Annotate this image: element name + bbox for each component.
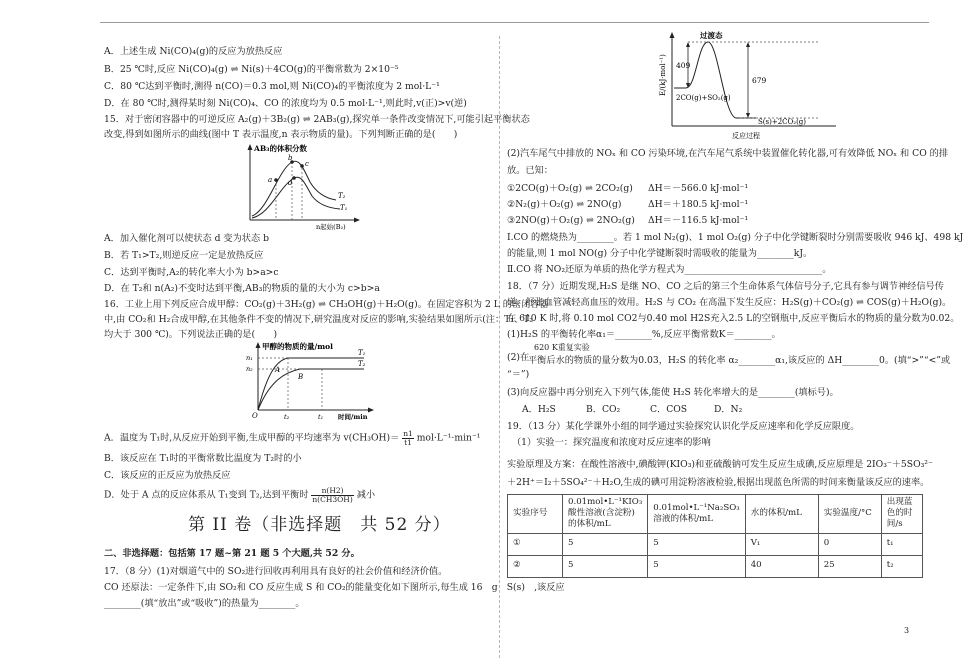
q16-option-b: B．该反应在 T₁时的平衡常数比温度为 T₂时的小 bbox=[104, 453, 302, 464]
q16-option-d-fraction bbox=[311, 487, 353, 503]
table-header: 水的体积/mL bbox=[745, 495, 818, 534]
q18-2-condition: 620 K重复实验 bbox=[534, 343, 590, 352]
energy-value-679: 679 bbox=[752, 76, 767, 85]
table-header: 0.01mol•L⁻¹Na₂SO₃溶液的体积/mL bbox=[648, 495, 745, 534]
table-header: 实验温度/°C bbox=[818, 495, 881, 534]
q15-chart-xlabel: n起始(B₂) bbox=[316, 223, 346, 231]
table-cell: 5 bbox=[648, 555, 745, 577]
table-cell: ② bbox=[508, 555, 563, 577]
q16-label-t2: T₂ bbox=[358, 360, 366, 368]
q16-ytick-n1: n₁ bbox=[246, 354, 253, 362]
q15-stem-2: 改变,得到如图所示的曲线(图中 T 表示温度,n 表示物质的量)。下列判断正确的是( ) bbox=[104, 129, 458, 140]
equation-3-dh: ΔH＝－116.5 kJ·mol⁻¹ bbox=[648, 215, 749, 226]
table-cell: 25 bbox=[818, 555, 881, 577]
q16-d-numerator: n(H2) bbox=[311, 487, 353, 496]
q17-line-2: CO 还原法：一定条件下,由 SO₂和 CO 反应生成 S 和 CO₂的能量变化如下图所示,每生成 16 g S(s) ,该反应 bbox=[104, 582, 565, 593]
q16-ytick-n2: n₂ bbox=[246, 365, 253, 373]
q15-label-c: c bbox=[305, 160, 309, 168]
equation-2: ②N₂(g)＋O₂(g) ⇌ 2NO(g) bbox=[507, 199, 622, 210]
energy-ylabel: E/(kJ·mol⁻¹) bbox=[659, 54, 667, 96]
q16-option-a bbox=[104, 430, 480, 446]
table-header: 0.01mol•L⁻¹KIO₃酸性溶液(含淀粉)的体积/mL bbox=[563, 495, 648, 534]
energy-value-409: 409 bbox=[676, 61, 691, 70]
q15-chart-title: AB₃的体积分数 bbox=[254, 144, 307, 153]
q14-option-c: C．80 ℃达到平衡时,测得 n(CO)＝0.3 mol,则 Ni(CO)₄的平衡浓度为 2 mol·L⁻¹ bbox=[104, 81, 440, 92]
section-note: 二、非选择题：包括第 17 题~第 21 题 5 个大题,共 52 分。 bbox=[104, 548, 360, 559]
q18-3-option-c: C．COS bbox=[650, 404, 688, 415]
energy-curve bbox=[674, 42, 756, 118]
energy-peak-label: 过渡态 bbox=[700, 31, 723, 40]
top-rule bbox=[100, 22, 929, 23]
q18-line-4: (1)H₂S 的平衡转化率α₁＝________%,反应平衡常数K＝________。 bbox=[507, 329, 781, 340]
q16-point-b: B bbox=[298, 373, 304, 381]
table-cell: 0 bbox=[818, 533, 881, 555]
q18-3-option-b: B．CO₂ bbox=[586, 404, 621, 415]
q18-2-line-2: 平衡后水的物质的量分数为0.03，H₂S 的转化率 α₂________α₁,该反应的 ΔH________0。(填“>”“<”或 bbox=[528, 355, 951, 366]
q18-2-line-3: “＝”) bbox=[507, 369, 530, 380]
table-header-row bbox=[508, 495, 923, 534]
q15-label-a: a bbox=[268, 176, 273, 184]
q14-option-a: A．上述生成 Ni(CO)₄(g)的反应为放热反应 bbox=[104, 46, 283, 57]
q15-label-t2: T₂ bbox=[338, 192, 346, 200]
q17-2-part1-line1: Ⅰ.CO 的燃烧热为________。若 1 mol N₂(g)、1 mol O₂(g) 分子中化学键断裂时分别需要吸收 946 kJ、498 kJ bbox=[507, 232, 963, 243]
q16-stem-2: 中,由 CO₂和 H₂合成甲醇,在其他条件不变的情况下,研究温度对反应的影响,实验结果如图所示(注：T₁、T₂ bbox=[104, 314, 533, 325]
q18-line-1: 18．（7 分）近期发现,H₂S 是继 NO、CO 之后的第三个生命体系气体信号分子,它具有参与调节神经信号传 bbox=[507, 281, 944, 292]
q16-point-a: A bbox=[275, 366, 281, 374]
q16-stem-1: 16．工业上用下列反应合成甲醇：CO₂(g)＋3H₂(g) ⇌ CH₃OH(g)＋H₂O(g)。在固定容积为 2 L 的密闭容器 bbox=[104, 299, 549, 310]
q16-d-denominator: n(CH3OH) bbox=[312, 494, 353, 504]
q18-line-2: 递、舒张血管减轻高血压的效用。H₂S 与 CO₂ 在高温下发生反应：H₂S(g)＋CO₂(g) ⇌ COS(g)＋H₂O(g)。 bbox=[507, 297, 952, 308]
equation-3: ③2NO(g)＋O₂(g) ⇌ 2NO₂(g) bbox=[507, 215, 635, 226]
section-title: 第 II 卷（非选择题 共 52 分） bbox=[188, 515, 451, 535]
q17-2-line-2: 放。已知： bbox=[507, 165, 553, 176]
q15-option-b: B．若 T₁>T₂,则逆反应一定是放热反应 bbox=[104, 250, 264, 261]
q17-line-1: 17．（8 分）(1)对烟道气中的 SO₂进行回收再利用具有良好的社会价值和经济价值。 bbox=[104, 566, 448, 577]
q15-label-b: b bbox=[288, 154, 293, 162]
table-cell: ① bbox=[508, 533, 563, 555]
q15-label-d: d bbox=[288, 179, 293, 187]
q15-point-d bbox=[292, 176, 296, 180]
q18-2-prefix: (2)在 bbox=[507, 352, 530, 363]
energy-xlabel: 反应过程 bbox=[732, 132, 760, 140]
q16-xtick-t1: t₁ bbox=[318, 413, 324, 421]
q18-3-option-a: A．H₂S bbox=[522, 404, 556, 415]
page-number: 3 bbox=[904, 626, 910, 635]
table-row bbox=[508, 533, 923, 555]
q15-point-a bbox=[274, 178, 278, 182]
energy-reactants: 2CO(g)+SO₂(g) bbox=[676, 94, 731, 102]
table-cell: 40 bbox=[745, 555, 818, 577]
q19-line-1: 19．（13 分）某化学课外小组的同学通过实验探究认识化学反应速率和化学反应限度。 bbox=[507, 421, 860, 432]
q16-curve-t1 bbox=[258, 369, 364, 410]
equation-1-dh: ΔH＝－566.0 kJ·mol⁻¹ bbox=[648, 183, 749, 194]
q19-line-3: 实验原理及方案：在酸性溶液中,碘酸钾(KIO₃)和亚硫酸钠可发生反应生成碘,反应原理是 2IO₃⁻＋5SO₃²⁻ bbox=[507, 459, 933, 470]
q16-chart-xlabel: 时间/min bbox=[338, 413, 368, 421]
q16-option-d-suffix: 减小 bbox=[356, 489, 376, 501]
table-cell: 5 bbox=[648, 533, 745, 555]
q15-chart bbox=[236, 140, 366, 232]
q16-chart-title: 甲醇的物质的量/mol bbox=[262, 342, 334, 351]
q16-stem-3: 均大于 300 ℃)。下列说法正确的是( ) bbox=[104, 329, 278, 340]
energy-diagram bbox=[660, 26, 840, 142]
q15-label-t1: T₁ bbox=[340, 204, 348, 212]
table-header: 出现蓝色的时间/s bbox=[881, 495, 922, 534]
q16-a-denominator: t1 bbox=[404, 437, 412, 447]
q18-3: (3)向反应器中再分别充入下列气体,能使 H₂S 转化率增大的是________(填标号)。 bbox=[507, 387, 839, 398]
equation-2-dh: ΔH＝＋180.5 kJ·mol⁻¹ bbox=[648, 199, 749, 210]
equation-1: ①2CO(g)＋O₂(g) ⇌ 2CO₂(g) bbox=[507, 183, 633, 194]
q16-xtick-t2: t₂ bbox=[284, 413, 290, 421]
q17-2-part2: Ⅱ.CO 将 NO₂还原为单质的热化学方程式为______________________________。 bbox=[507, 264, 832, 275]
q16-option-a-fraction bbox=[402, 430, 414, 446]
q14-option-b: B．25 ℃时,反应 Ni(CO)₄(g) ⇌ Ni(s)＋4CO(g)的平衡常数为 2×10⁻⁵ bbox=[104, 64, 399, 75]
q16-option-c: C．该反应的正反应为放热反应 bbox=[104, 470, 231, 481]
column-divider bbox=[499, 36, 500, 658]
q16-label-t1: T₁ bbox=[358, 349, 366, 357]
q17-2-part1-line2: 的能量,则 1 mol NO(g) 分子中化学键断裂时需吸收的能量为________kJ。 bbox=[507, 248, 813, 259]
q15-option-c: C．达到平衡时,A₂的转化率大小为 b>a>c bbox=[104, 267, 279, 278]
energy-products: S(s)+2CO₂(g) bbox=[758, 118, 807, 126]
q16-option-d bbox=[104, 487, 375, 503]
table-header: 实验序号 bbox=[508, 495, 563, 534]
q19-line-2: （1）实验一：探究温度和浓度对反应速率的影响 bbox=[512, 437, 711, 448]
q16-option-d-text: D．处于 A 点的反应体系从 T₁变到 T₂,达到平衡时 bbox=[104, 489, 309, 501]
table-cell: t₂ bbox=[881, 555, 922, 577]
q16-option-a-text: A．温度为 T₁时,从反应开始到平衡,生成甲醇的平均速率为 v(CH₃OH)＝ bbox=[104, 432, 400, 444]
table-cell: V₁ bbox=[745, 533, 818, 555]
q16-origin: O bbox=[252, 412, 258, 420]
q15-option-a: A．加入催化剂可以使状态 d 变为状态 b bbox=[104, 233, 269, 244]
q16-option-a-unit: mol·L⁻¹·min⁻¹ bbox=[416, 432, 481, 444]
q16-chart bbox=[240, 340, 380, 422]
q15-option-d: D．在 T₂和 n(A₂)不变时达到平衡,AB₃的物质的量的大小为 c>b>a bbox=[104, 283, 380, 294]
q15-curve-t2 bbox=[252, 161, 336, 216]
q17-line-3: ________(填“放出”或“吸收”)的热量为________。 bbox=[104, 598, 305, 609]
q15-point-c bbox=[300, 164, 304, 168]
q15-stem-1: 15．对于密闭容器中的可逆反应 A₂(g)＋3B₂(g) ⇌ 2AB₃(g),探究单一条件改变情况下,可能引起平衡状态 bbox=[104, 114, 530, 125]
q14-option-d: D．在 80 ℃时,测得某时刻 Ni(CO)₄、CO 的浓度均为 0.5 mol·L⁻¹,则此时,v(正)>v(逆) bbox=[104, 98, 467, 109]
q19-line-4: ＋2H⁺＝I₂＋5SO₄²⁻＋H₂O,生成的碘可用淀粉溶液检验,根据出现蓝色所需的时间来衡量该反应的速率。 bbox=[507, 477, 930, 488]
q16-a-numerator: n1 bbox=[403, 429, 413, 438]
table-cell: t₁ bbox=[881, 533, 922, 555]
experiment-table bbox=[507, 494, 923, 578]
table-cell: 5 bbox=[563, 533, 648, 555]
q17-2-line-1: (2)汽车尾气中排放的 NOₓ 和 CO 污染环境,在汽车尾气系统中装置催化转化器,可有效降低 NOₓ 和 CO 的排 bbox=[507, 148, 949, 159]
table-row bbox=[508, 555, 923, 577]
table-cell: 5 bbox=[563, 555, 648, 577]
q18-line-3: 在 610 K 时,将 0.10 mol CO2与0.40 mol H2S充入2.5 L的空钢瓶中,反应平衡后水的物质的量分数为0.02。 bbox=[507, 313, 960, 324]
q18-3-option-d: D．N₂ bbox=[714, 404, 743, 415]
